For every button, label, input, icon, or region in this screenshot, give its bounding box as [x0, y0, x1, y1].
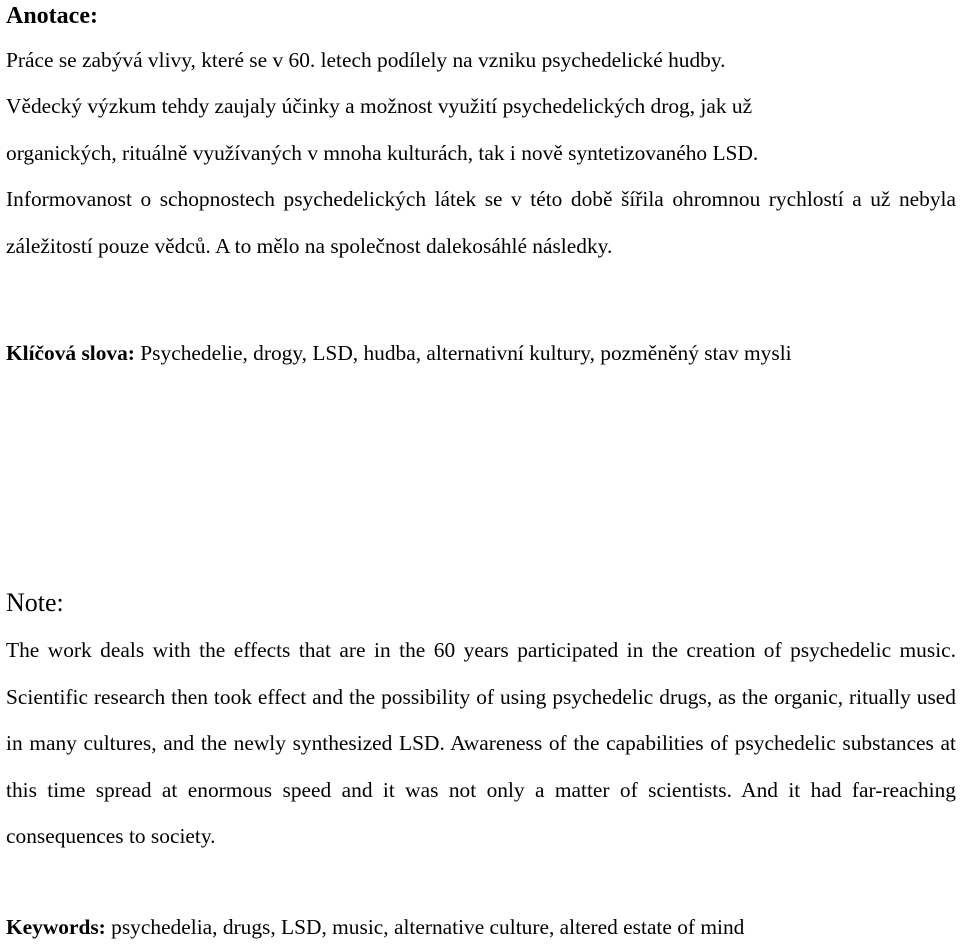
czech-annotation-line-1: Práce se zabývá vlivy, které se v 60. letech podílely na vzniku psychedelické hudby. [6, 48, 726, 72]
czech-annotation-heading: Anotace: [6, 3, 98, 29]
czech-keywords-label: Klíčová slova: [6, 341, 135, 365]
czech-keywords [6, 330, 956, 377]
english-abstract-paragraph: The work deals with the effects that are in the 60 years participated in the creation of psychedelic music. Scientific research then took effect and the possibility of using psychedelic drugs, as the organic, ritually used in many cultures, and the newly synthesized LSD. Awareness of the capabilities of psychedelic substances at this time spread at enormous speed and it was not only a matter of scientists. And it had far-reaching consequences to society. [6, 638, 956, 848]
english-keywords-text: psychedelia, drugs, LSD, music, alternative culture, altered estate of mind [105, 915, 745, 939]
english-keywords-label: Keywords: [6, 915, 106, 939]
czech-annotation-line-2: Vědecký výzkum tehdy zaujaly účinky a možnost využití psychedelických drog, jak už [6, 94, 753, 118]
czech-annotation-line-3: organických, rituálně využívaných v mnoha kulturách, tak i nově syntetizovaného LSD. [6, 141, 759, 165]
english-keywords [6, 904, 956, 951]
czech-annotation-paragraph: Informovanost o schopnostech psychedelických látek se v této době šířila ohromnou rychlostí a už nebyla záležitostí pouze vědců. A to mělo na společnost dalekosáhlé následky. [6, 187, 956, 258]
english-note-heading: Note: [6, 588, 64, 617]
czech-keywords-text: Psychedelie, drogy, LSD, hudba, alternativní kultury, pozměněný stav mysli [134, 341, 792, 365]
